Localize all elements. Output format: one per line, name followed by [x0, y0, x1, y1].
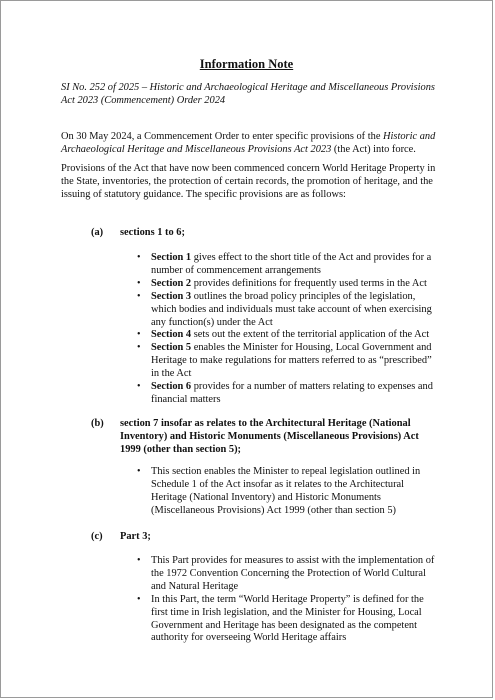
list-item — [137, 594, 437, 646]
list-item — [137, 342, 437, 381]
item-bold-label: Section 4 — [151, 329, 192, 341]
intro-text-start: On 30 May 2024, a Commencement Order to enter specific provisions of the — [61, 131, 384, 142]
bullet-icon: • — [137, 555, 141, 566]
document-title: Information Note — [199, 57, 294, 71]
item-text: gives effect to the short title of the Act and provides for a number of commencement arrangements — [151, 252, 432, 276]
section-a-heading: sections 1 to 6; — [120, 227, 185, 238]
item-text: sets out the extent of the territorial application of the Act — [191, 329, 430, 341]
bullet-icon: • — [137, 252, 141, 263]
list-item — [137, 252, 437, 278]
section-c-heading: Part 3; — [120, 531, 151, 542]
item-text: provides definitions for frequently used terms in the Act — [191, 277, 427, 289]
intro-text-end: (the Act) into force. — [331, 144, 416, 155]
section-a-list — [137, 252, 437, 407]
section-c-list — [137, 555, 437, 645]
section-a-letter: (a) — [91, 227, 104, 238]
item-text: This section enables the Minister to repeal legislation outlined in Schedule 1 of the Act insofar as it relates to the Architectural Heritage (National Inventory) and Historic Monuments (Miscellaneous Provisions) Act 1999 (other than section 5) — [151, 466, 421, 516]
list-item — [137, 381, 437, 407]
bullet-icon: • — [137, 290, 141, 302]
item-text: In this Part, the term “World Heritage Property” is defined for the first time in Irish legislation, and the Minister for Housing, Local Government and Heritage has been designated as the competent authority for overseeing World Heritage affairs — [151, 593, 424, 644]
item-bold-label: Section 2 — [151, 277, 192, 289]
list-item — [137, 278, 437, 291]
item-text: This Part provides for measures to assist with the implementation of the 1972 Convention Concerning the Protection of World Cultural and Natural Heritage — [151, 555, 435, 592]
act-name-italic: Historic and Archaeological Heritage and Miscellaneous Provisions Act 2023 — [61, 131, 436, 155]
document-subtitle: SI No. 252 of 2025 – Historic and Archaeological Heritage and Miscellaneous Provisions Act 2023 (Commencement) Order 2024 — [61, 82, 435, 106]
list-item — [137, 329, 437, 342]
bullet-icon: • — [137, 329, 141, 341]
item-text: outlines the broad policy principles of the legislation, which bodies and individuals must take account of when exercising any function(s) under the Act — [151, 290, 432, 328]
section-b-heading: section 7 insofar as relates to the Architectural Heritage (National Inventory) and Historic Monuments (Miscellaneous Provisions) Act 1999 (other than section 5); — [120, 418, 419, 455]
bullet-icon: • — [137, 381, 141, 393]
item-bold-label: Section 5 — [151, 342, 192, 354]
bullet-icon: • — [137, 342, 141, 354]
list-item — [137, 466, 437, 518]
section-b-list — [137, 466, 437, 518]
bullet-icon: • — [137, 277, 141, 289]
intro-paragraph-1 — [61, 130, 445, 156]
item-text: provides for a number of matters relating to expenses and financial matters — [151, 381, 433, 405]
item-text: enables the Minister for Housing, Local Government and Heritage to make regulations for matters referred to as “prescribed” in the Act — [151, 342, 432, 380]
item-bold-label: Section 6 — [151, 381, 192, 393]
list-item — [137, 291, 437, 330]
item-bold-label: Section 3 — [151, 290, 192, 302]
intro-paragraph-2: Provisions of the Act that have now been commenced concern World Heritage Property in the State, inventories, the protection of certain records, the promotion of heritage, and the issuing of statutory guidance. The specific provisions are as follows: — [61, 163, 436, 200]
bullet-icon: • — [137, 593, 141, 605]
section-c-letter: (c) — [91, 531, 103, 542]
list-item — [137, 555, 437, 594]
item-bold-label: Section 1 — [151, 252, 192, 263]
section-b-letter: (b) — [91, 418, 104, 429]
bullet-icon: • — [137, 466, 141, 477]
